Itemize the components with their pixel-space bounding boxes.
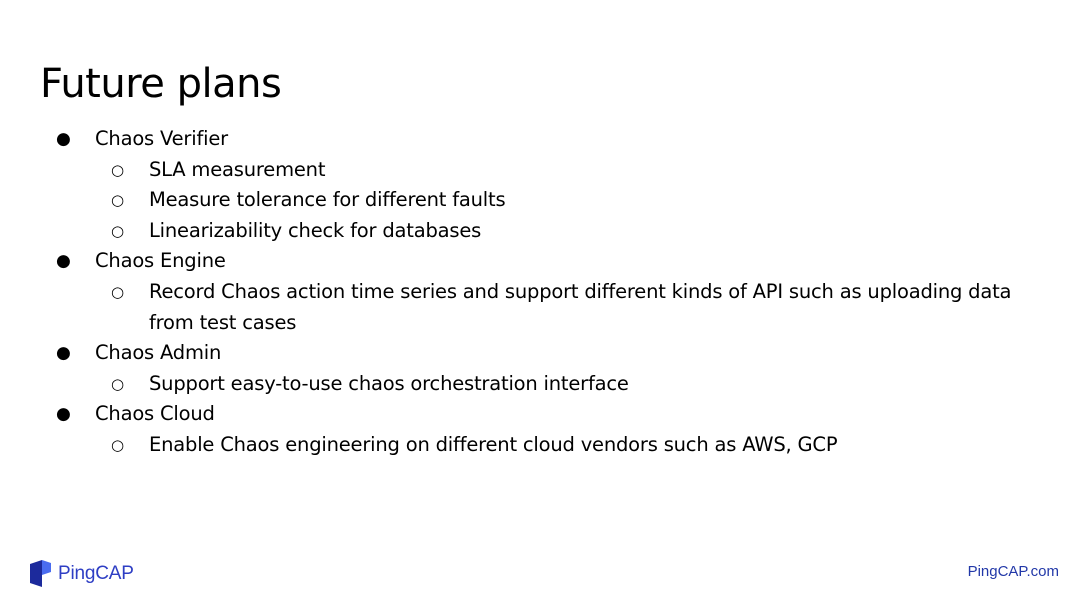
sub-list-item-label: Enable Chaos engineering on different cloud vendors such as AWS, GCP xyxy=(149,432,838,456)
sub-list-item-label: SLA measurement xyxy=(149,157,326,181)
bullet-marker: ● xyxy=(56,251,71,272)
sub-list-item xyxy=(0,185,1080,216)
sub-list-item-label: Support easy-to-use chaos orchestration interface xyxy=(149,371,629,395)
sub-list-item-label: Record Chaos action time series and support different kinds of API such as uploading data from test cases xyxy=(149,279,1012,334)
sub-bullet-marker: ○ xyxy=(111,374,124,393)
sub-bullet-marker: ○ xyxy=(111,435,124,454)
sub-list-item-label: Linearizability check for databases xyxy=(149,218,482,242)
sub-list-item-label: Measure tolerance for different faults xyxy=(149,188,506,212)
list-item-label: Chaos Cloud xyxy=(95,402,215,426)
footer-logo xyxy=(30,560,134,587)
list-item xyxy=(0,246,1080,277)
sub-bullet-marker: ○ xyxy=(111,160,124,179)
list-item xyxy=(0,338,1080,369)
list-item-label: Chaos Admin xyxy=(95,341,222,365)
list-item xyxy=(0,399,1080,430)
sub-list-item xyxy=(0,430,1080,461)
logo-text: PingCAP xyxy=(58,562,134,584)
bullet-marker: ● xyxy=(56,343,71,364)
bullet-list xyxy=(0,124,1080,461)
sub-list-item xyxy=(0,155,1080,186)
pingcap-logo-icon xyxy=(30,560,52,587)
list-item-label: Chaos Engine xyxy=(95,249,226,273)
slide-title: Future plans xyxy=(40,61,282,107)
sub-bullet-marker: ○ xyxy=(111,191,124,210)
list-item-label: Chaos Verifier xyxy=(95,127,228,150)
sub-bullet-marker: ○ xyxy=(111,221,124,240)
sub-list-item xyxy=(0,216,1080,247)
bullet-marker: ● xyxy=(56,404,71,425)
list-item xyxy=(0,124,1080,155)
sub-list-item xyxy=(0,369,1080,400)
sub-bullet-marker: ○ xyxy=(111,282,124,301)
bullet-marker: ● xyxy=(56,129,71,149)
footer-url: PingCAP.com xyxy=(967,563,1059,580)
sub-list-item xyxy=(0,277,1080,338)
